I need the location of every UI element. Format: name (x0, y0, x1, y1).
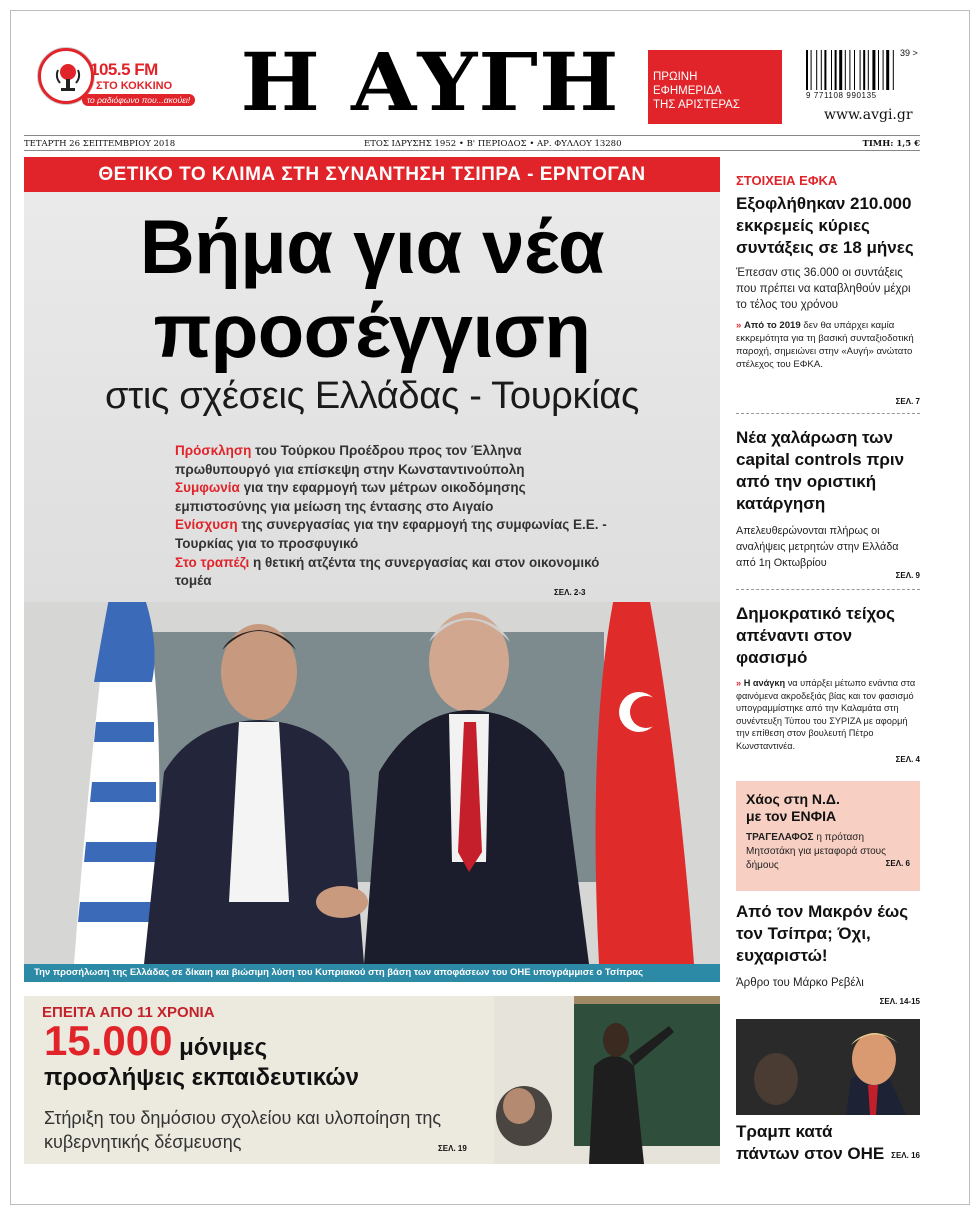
tagline-line-2: ΕΦΗΜΕΡΙΔΑ (653, 85, 722, 97)
leaders-handshake-photo (24, 602, 720, 964)
barcode (804, 50, 914, 90)
macron-body: Άρθρο του Μάρκο Ρεβέλι (736, 977, 864, 989)
capital-body: Απελευθερώνονται πλήρως οι αναλήψεις μετρητών στην Ελλάδα από 1η Οκτωβρίου (736, 525, 899, 569)
fascism-page-ref: ΣΕΛ. 4 (895, 755, 920, 764)
enfia-headline-line-1: Χάος στη Ν.Δ. (746, 791, 840, 807)
efka-note-text: δεν θα υπάρχει καμία εκκρεμότητα για τη βασική συνταξιοδοτική παροχή, σημειώνει στην «Αυγή» ανώτατο στέλεχος του ΕΦΚΑ. (736, 320, 914, 370)
efka-kicker: ΣΤΟΙΧΕΙΑ ΕΦΚΑ (736, 173, 838, 188)
lead-bullet (175, 516, 615, 553)
bullet-text: της συνεργασίας για την εφαρμογή της συμφωνίας Ε.Ε. - Τουρκίας για το προσφυγικό (175, 517, 607, 551)
teachers-page-ref: ΣΕΛ. 19 (438, 1144, 467, 1153)
radio-logo (38, 48, 191, 110)
efka-story[interactable] (736, 173, 920, 371)
fascism-headline: Δημοκρατικό τείχος απέναντι στον φασισμό (736, 604, 895, 667)
classroom-photo (494, 996, 720, 1164)
radio-microphone-icon (55, 61, 81, 95)
teachers-story[interactable] (24, 996, 720, 1164)
enfia-headline (746, 791, 910, 825)
lead-bullet (175, 479, 615, 516)
fascism-note-bold: Η ανάγκη (743, 678, 786, 688)
issue-info: ΕΤΟΣ ΙΔΡΥΣΗΣ 1952 • Β' ΠΕΡΙΟΔΟΣ • ΑΡ. ΦΥΛΛΟΥ 13280 (364, 139, 622, 149)
trump-photo (736, 1019, 920, 1115)
efka-note-bold: Από το 2019 (744, 320, 801, 331)
trump-page-ref: ΣΕΛ. 16 (891, 1151, 920, 1160)
barcode-issue: 39 > (900, 48, 918, 58)
issue-price: ΤΙΜΗ: 1,5 € (862, 139, 920, 149)
radio-frequency: 105.5 FM (90, 60, 158, 79)
lead-bullets (175, 442, 615, 591)
lead-story[interactable] (24, 192, 720, 982)
tagline-line-1: ΠΡΩΙΝΗ (653, 71, 698, 83)
teachers-headline (44, 1017, 359, 1093)
enfia-body-bold: ΤΡΑΓΕΛΑΦΟΣ (746, 832, 814, 843)
lead-bullet (175, 554, 615, 591)
lead-bullet (175, 442, 615, 479)
efka-note (736, 319, 920, 371)
sidebar (736, 157, 920, 1167)
lead-headline-line-1: Βήμα για νέα (139, 205, 605, 290)
tagline-box (648, 50, 782, 124)
divider (736, 413, 920, 414)
enfia-story[interactable] (736, 781, 920, 891)
dateline (24, 135, 920, 151)
website-link[interactable]: www.avgi.gr (824, 107, 913, 123)
lead-headline (24, 206, 720, 374)
capital-page-ref: ΣΕΛ. 9 (895, 571, 920, 580)
newspaper-title: Η ΑΥΓΗ (240, 35, 620, 129)
macron-story[interactable] (736, 901, 920, 991)
divider (736, 589, 920, 590)
barcode-number: 9 771108 990135 (806, 91, 877, 100)
capital-headline: Νέα χαλάρωση των capital controls πριν από την οριστική κατάργηση (736, 428, 905, 513)
trump-headline: Τραμπ κατά πάντων στον ΟΗΕ (736, 1122, 885, 1163)
teachers-subhead: Στήριξη του δημόσιου σχολείου και υλοποίηση της κυβερνητικής δέσμευσης (44, 1108, 442, 1152)
teachers-number: 15.000 (44, 1017, 173, 1064)
lead-subhead: στις σχέσεις Ελλάδας - Τουρκίας (104, 375, 640, 417)
radio-name: ΣΤΟ ΚΟΚΚΙΝΟ (96, 80, 173, 92)
lead-page-ref: ΣΕΛ. 2-3 (554, 588, 586, 597)
enfia-headline-line-2: με τον ΕΝΦΙΑ (746, 808, 837, 824)
tagline-line-3: ΤΗΣ ΑΡΙΣΤΕΡΑΣ (653, 99, 740, 111)
photo-caption: Την προσήλωση της Ελλάδας σε δίκαιη και βιώσιμη λύση του Κυπριακού στη βάση των αποφάσεων του ΟΗΕ υπογράμμισε ο Τσίπρας (24, 964, 720, 982)
bullet-text: για την εφαρμογή των μέτρων οικοδόμησης εμπιστοσύνης για μείωση της έντασης στο Αιγαίο (175, 480, 526, 514)
arrow-icon: » (736, 320, 742, 331)
fascism-note-text: να υπάρξει μέτωπο ενάντια στα φαινόμενα ακροδεξιάς βίας και τον φασισμό υπογραμμίστηκε από την Καλαμάτα στη συνέντευξη Τύπου του ΣΥΡΙΖΑ με αφορμή την επίθεση στον βουλευτή Πέτρο Κωνσταντινέα. (736, 678, 916, 751)
efka-headline: Εξοφλήθηκαν 210.000 εκκρεμείς κύριες συντάξεις σε 18 μήνες (736, 194, 914, 257)
bullet-text: του Τούρκου Προέδρου προς τον Έλληνα πρωθυπουργό για επίσκεψη στην Κωνσταντινούπολη (175, 443, 525, 477)
macron-headline: Από τον Μακρόν έως τον Τσίπρα; Όχι, ευχαριστώ! (736, 902, 909, 965)
lead-headline-line-2: προσέγγιση (153, 289, 591, 374)
bullet-keyword: Πρόσκληση (175, 443, 252, 458)
teachers-headline-line-2: προσλήψεις εκπαιδευτικών (44, 1064, 359, 1091)
arrow-icon: » (736, 678, 742, 688)
enfia-page-ref: ΣΕΛ. 6 (885, 859, 910, 868)
bullet-keyword: Συμφωνία (175, 480, 240, 496)
enfia-body-text: η πρόταση Μητσοτάκη για μεταφορά στους δήμους (746, 832, 886, 871)
macron-page-ref: ΣΕΛ. 14-15 (879, 997, 920, 1006)
radio-tagline: το ραδιόφωνο που...ακούει! (82, 94, 195, 106)
capital-controls-story[interactable] (736, 427, 920, 571)
efka-body: Έπεσαν στις 36.000 οι συντάξεις που πρέπει να καταβληθούν μέχρι το τέλος του χρόνου (736, 267, 911, 311)
teachers-kicker: ΕΠΕΙΤΑ ΑΠΟ 11 ΧΡΟΝΙΑ (42, 1004, 215, 1021)
issue-date: ΤΕΤΑΡΤΗ 26 ΣΕΠΤΕΜΒΡΙΟΥ 2018 (24, 139, 176, 149)
fascism-story[interactable] (736, 603, 920, 753)
bullet-keyword: Ενίσχυση (175, 517, 238, 533)
lead-banner: ΘΕΤΙΚΟ ΤΟ ΚΛΙΜΑ ΣΤΗ ΣΥΝΑΝΤΗΣΗ ΤΣΙΠΡΑ - ΕΡΝΤΟΓΑΝ (24, 157, 720, 192)
bullet-text: η θετική ατζέντα της συνεργασίας και στον οικονομικό τομέα (175, 554, 600, 589)
efka-page-ref: ΣΕΛ. 7 (895, 397, 920, 406)
teachers-headline-rest: μόνιμες (172, 1034, 268, 1061)
fascism-note (736, 677, 920, 753)
bullet-keyword: Στο τραπέζι (175, 554, 250, 570)
